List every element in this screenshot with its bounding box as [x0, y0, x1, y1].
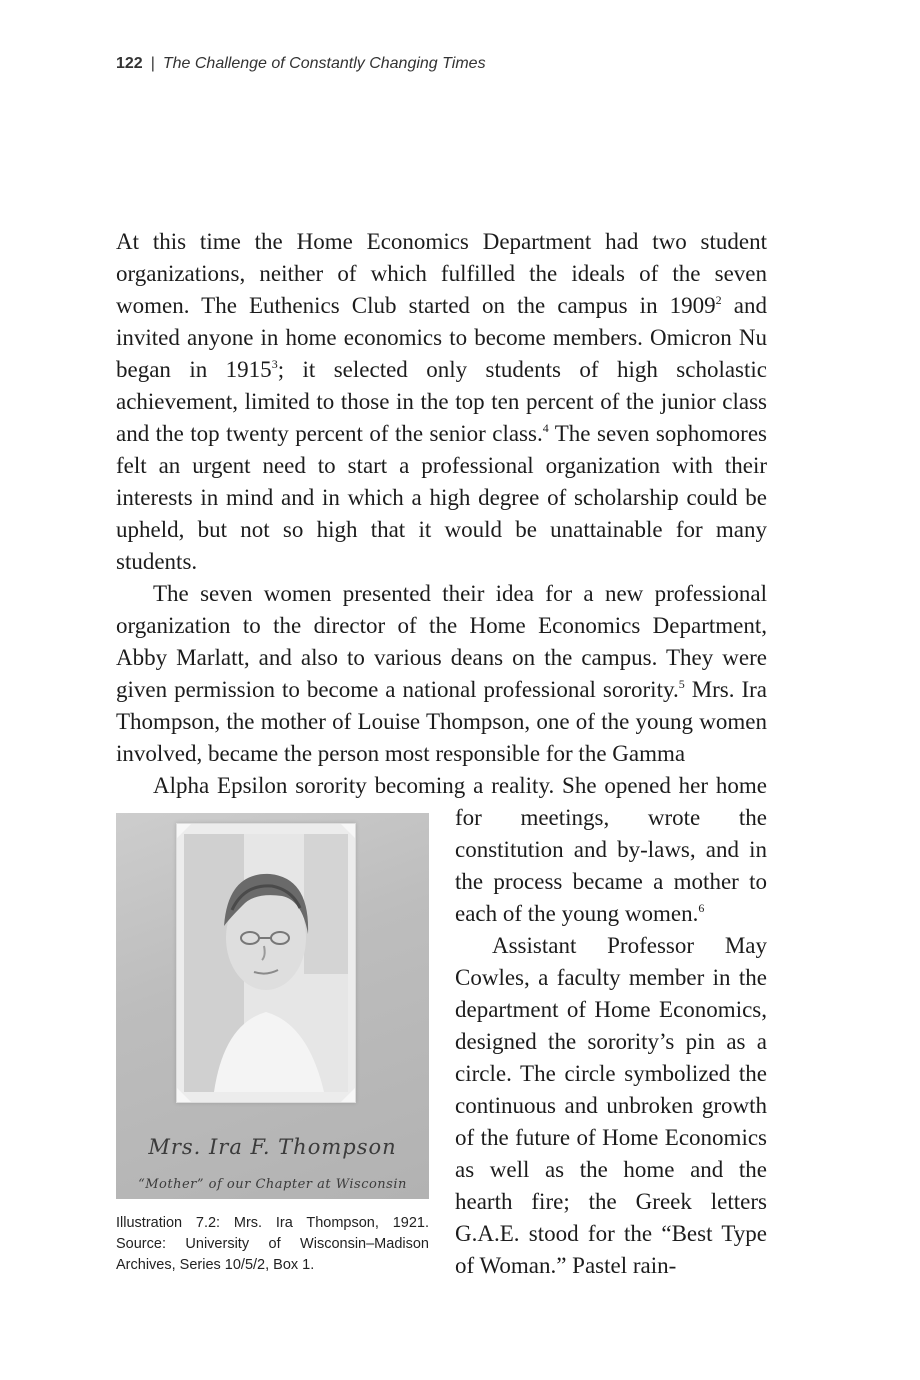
paragraph-2: The seven women presented their idea for a new professional organization to the director of the Home Economics Department, Abby Marlatt, and also to various deans on the campus. They were given permission to become a national professional sorority.$^5$ Mrs. Ira Thompson, the mother of Louise Thompson, one of the young women involved, became the person most responsible for the Gamma Alpha Epsilon sorority becoming a reality. She opened her home Mrs. Ira F. Thompson “Mother” of our Chapter at Wisconsin Illustration 7.2: Mrs. Ira Thompson, 1921. Source: University of Wisconsin–Madison Archives, Series 10/5/2, Box 1. for meetings, wrote the constitution and by-laws, and in the process became a mother to each of the young women.$^6$ — [116, 578, 767, 930]
paragraph-2-last-full-line: Alpha Epsilon sorority becoming a reality. She opened her home — [153, 773, 767, 798]
footnote-ref-6: 6 — [698, 901, 705, 915]
figure-illustration-7-2 — [116, 813, 429, 1276]
footnote-ref-2: 2 — [715, 293, 722, 307]
figure-caption: Illustration 7.2: Mrs. Ira Thompson, 1921. Source: University of Wisconsin–Madison Archives, Series 10/5/2, Box 1. — [116, 1215, 429, 1273]
handwritten-dedication: “Mother” of our Chapter at Wisconsin — [138, 1177, 407, 1192]
footnote-ref-3: 3 — [271, 357, 278, 371]
body-text — [116, 226, 767, 1282]
footnote-ref-4: 4 — [542, 421, 549, 435]
running-title: The Challenge of Constantly Changing Times — [162, 55, 486, 72]
header-separator: | — [150, 55, 155, 72]
portrait-image — [184, 834, 348, 1092]
footnote-ref-5: 5 — [678, 677, 685, 691]
running-header — [116, 55, 486, 73]
handwritten-name: Mrs. Ira F. Thompson — [148, 1135, 397, 1159]
page-number: 122 — [116, 55, 143, 72]
paragraph-1: At this time the Home Economics Department had two student organizations, neither of which fulfilled the ideals of the seven women. The Euthenics Club started on the campus in 1909$^2$ and invited anyone in home economics to become members. Omicron Nu began in 1915$^3$; it selected only students of high scholastic achievement, limited to those in the top ten percent of the junior class and the top twenty percent of the senior class.$^4$ The seven sophomores felt an urgent need to start a professional organization with their interests in mind and in which a high degree of scholarship could be upheld, but not so high that it would be unattainable for many students. — [116, 229, 768, 574]
photo-mount — [176, 823, 356, 1103]
portrait-drawing — [184, 834, 348, 1092]
photo-mrs-ira-thompson — [116, 813, 429, 1199]
paragraph-3: Assistant Professor May Cowles, a faculty member in the department of Home Economics, designed the sorority’s pin as a circle. The circle symbolized the continuous and unbroken growth of the future of Home Economics as well as the home and the hearth fire; the Greek letters G.A.E. stood for the “Best Type of Woman.” Pastel rain- — [455, 933, 767, 1278]
